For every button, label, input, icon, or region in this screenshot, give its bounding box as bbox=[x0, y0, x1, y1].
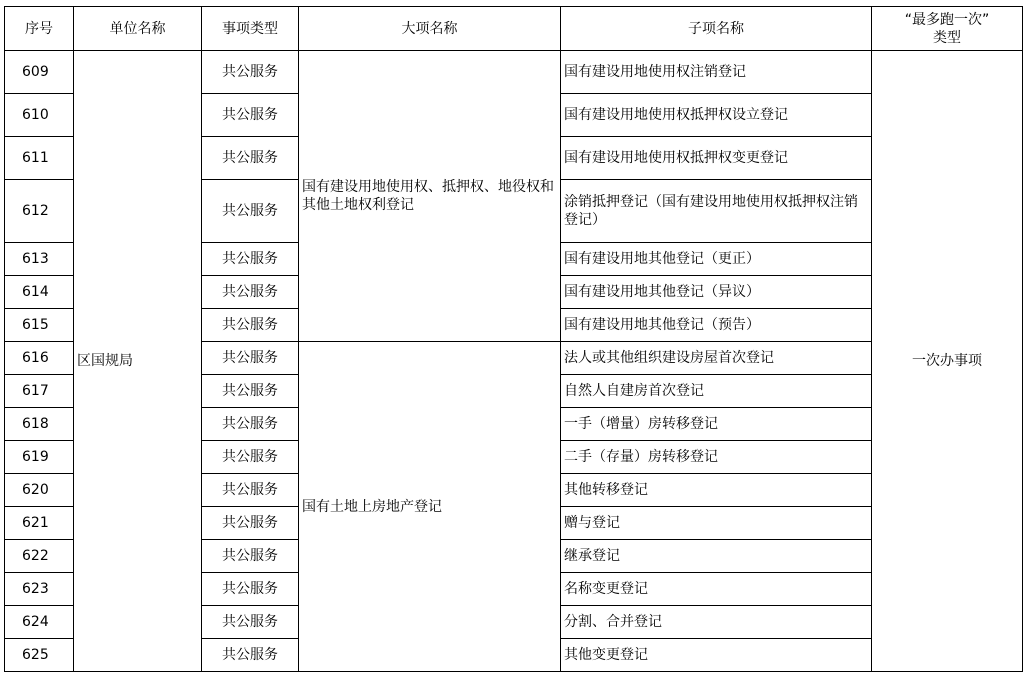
header-type: 事项类型 bbox=[202, 7, 299, 51]
table-row bbox=[5, 51, 1023, 94]
sub-item-cell: 二手（存量）房转移登记 bbox=[561, 441, 872, 474]
sub-item-cell: 自然人自建房首次登记 bbox=[561, 375, 872, 408]
type-cell: 共公服务 bbox=[202, 573, 299, 606]
seq-cell: 612 bbox=[5, 180, 74, 243]
run-once-type-cell: 一次办事项 bbox=[872, 51, 1023, 672]
seq-cell: 618 bbox=[5, 408, 74, 441]
sub-item-cell: 一手（增量）房转移登记 bbox=[561, 408, 872, 441]
type-cell: 共公服务 bbox=[202, 639, 299, 672]
type-cell: 共公服务 bbox=[202, 606, 299, 639]
type-cell: 共公服务 bbox=[202, 276, 299, 309]
seq-cell: 619 bbox=[5, 441, 74, 474]
type-cell: 共公服务 bbox=[202, 243, 299, 276]
type-cell: 共公服务 bbox=[202, 309, 299, 342]
type-cell: 共公服务 bbox=[202, 540, 299, 573]
header-run-once-line2: 类型 bbox=[933, 29, 961, 46]
seq-cell: 624 bbox=[5, 606, 74, 639]
header-seq: 序号 bbox=[5, 7, 74, 51]
service-table bbox=[4, 6, 1023, 672]
sub-item-cell: 其他变更登记 bbox=[561, 639, 872, 672]
type-cell: 共公服务 bbox=[202, 137, 299, 180]
seq-cell: 609 bbox=[5, 51, 74, 94]
unit-name-cell: 区国规局 bbox=[74, 51, 202, 672]
type-cell: 共公服务 bbox=[202, 441, 299, 474]
type-cell: 共公服务 bbox=[202, 474, 299, 507]
sub-item-cell: 国有建设用地使用权抵押权设立登记 bbox=[561, 94, 872, 137]
sub-item-cell: 涂销抵押登记（国有建设用地使用权抵押权注销登记） bbox=[561, 180, 872, 243]
sub-item-cell: 国有建设用地使用权注销登记 bbox=[561, 51, 872, 94]
major-item-cell: 国有土地上房地产登记 bbox=[299, 342, 561, 672]
seq-cell: 613 bbox=[5, 243, 74, 276]
sub-item-cell: 国有建设用地其他登记（预告） bbox=[561, 309, 872, 342]
sub-item-cell: 国有建设用地使用权抵押权变更登记 bbox=[561, 137, 872, 180]
seq-cell: 621 bbox=[5, 507, 74, 540]
header-major: 大项名称 bbox=[299, 7, 561, 51]
sub-item-cell: 法人或其他组织建设房屋首次登记 bbox=[561, 342, 872, 375]
sub-item-cell: 名称变更登记 bbox=[561, 573, 872, 606]
seq-cell: 620 bbox=[5, 474, 74, 507]
seq-cell: 623 bbox=[5, 573, 74, 606]
sub-item-cell: 国有建设用地其他登记（更正） bbox=[561, 243, 872, 276]
sub-item-cell: 继承登记 bbox=[561, 540, 872, 573]
seq-cell: 610 bbox=[5, 94, 74, 137]
sub-item-cell: 其他转移登记 bbox=[561, 474, 872, 507]
seq-cell: 615 bbox=[5, 309, 74, 342]
type-cell: 共公服务 bbox=[202, 375, 299, 408]
type-cell: 共公服务 bbox=[202, 51, 299, 94]
header-row bbox=[5, 7, 1023, 51]
type-cell: 共公服务 bbox=[202, 94, 299, 137]
type-cell: 共公服务 bbox=[202, 342, 299, 375]
major-item-cell: 国有建设用地使用权、抵押权、地役权和其他土地权利登记 bbox=[299, 51, 561, 342]
seq-cell: 625 bbox=[5, 639, 74, 672]
sub-item-cell: 赠与登记 bbox=[561, 507, 872, 540]
type-cell: 共公服务 bbox=[202, 408, 299, 441]
header-run-once-line1: “最多跑一次” bbox=[904, 11, 990, 28]
seq-cell: 611 bbox=[5, 137, 74, 180]
header-sub: 子项名称 bbox=[561, 7, 872, 51]
seq-cell: 617 bbox=[5, 375, 74, 408]
seq-cell: 622 bbox=[5, 540, 74, 573]
sub-item-cell: 分割、合并登记 bbox=[561, 606, 872, 639]
seq-cell: 614 bbox=[5, 276, 74, 309]
type-cell: 共公服务 bbox=[202, 180, 299, 243]
seq-cell: 616 bbox=[5, 342, 74, 375]
type-cell: 共公服务 bbox=[202, 507, 299, 540]
sub-item-cell: 国有建设用地其他登记（异议） bbox=[561, 276, 872, 309]
header-unit: 单位名称 bbox=[74, 7, 202, 51]
header-run-once bbox=[872, 7, 1023, 51]
